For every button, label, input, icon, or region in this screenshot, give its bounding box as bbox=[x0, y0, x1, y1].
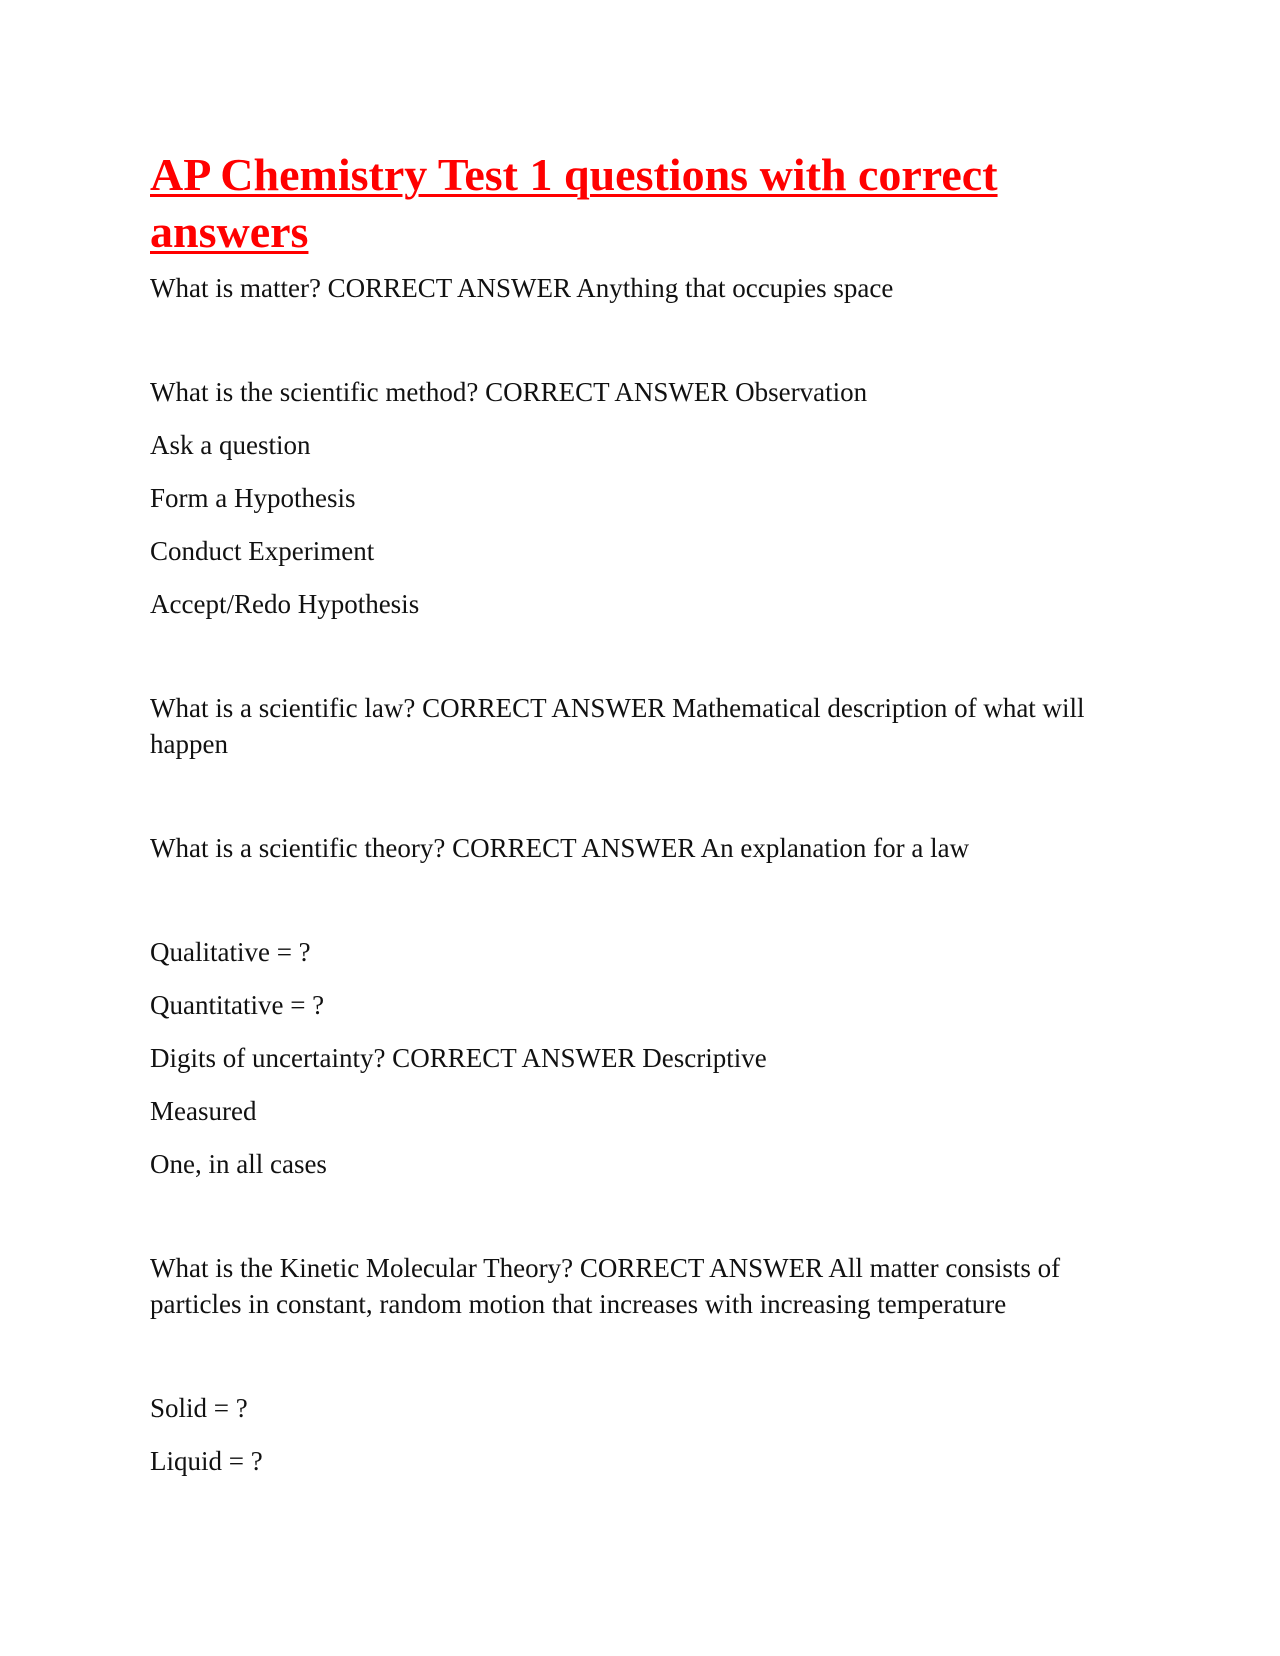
list-item: Solid = ? bbox=[150, 1393, 248, 1423]
qa-scientific-law: What is a scientific law? CORRECT ANSWER Mathematical description of what will happen bbox=[150, 693, 1085, 759]
list-item: Ask a question bbox=[150, 430, 311, 460]
qa-scientific-method: What is the scientific method? CORRECT ANSWER Observation bbox=[150, 377, 868, 407]
list-item: Conduct Experiment bbox=[150, 536, 375, 566]
qa-matter: What is matter? CORRECT ANSWER Anything that occupies space bbox=[150, 273, 894, 303]
document-content bbox=[150, 146, 1130, 1496]
paragraph-gap bbox=[150, 639, 1130, 690]
paragraph-gap bbox=[150, 323, 1130, 374]
document-title: AP Chemistry Test 1 questions with correct answers bbox=[150, 149, 998, 257]
list-item: One, in all cases bbox=[150, 1149, 327, 1179]
paragraph-gap bbox=[150, 779, 1130, 830]
list-item: Quantitative = ? bbox=[150, 990, 325, 1020]
qa-scientific-theory: What is a scientific theory? CORRECT ANSWER An explanation for a law bbox=[150, 833, 970, 863]
list-item: Qualitative = ? bbox=[150, 937, 311, 967]
paragraph-gap bbox=[150, 1199, 1130, 1250]
paragraph-gap bbox=[150, 1339, 1130, 1390]
list-item: Accept/Redo Hypothesis bbox=[150, 589, 420, 619]
qa-digits-uncertainty: Digits of uncertainty? CORRECT ANSWER Descriptive bbox=[150, 1043, 767, 1073]
list-item: Liquid = ? bbox=[150, 1446, 263, 1476]
list-item: Form a Hypothesis bbox=[150, 483, 356, 513]
list-item: Measured bbox=[150, 1096, 257, 1126]
qa-kinetic-molecular-theory: What is the Kinetic Molecular Theory? CORRECT ANSWER All matter consists of particles in constant, random motion that increases with increasing temperature bbox=[150, 1253, 1061, 1319]
paragraph-gap bbox=[150, 883, 1130, 934]
